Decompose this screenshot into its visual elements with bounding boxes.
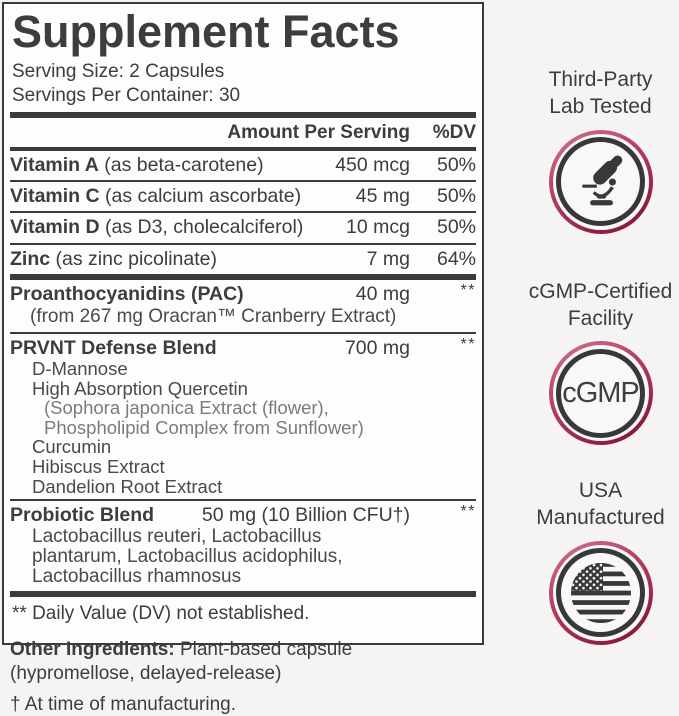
blend-ingredient: High Absorption Quercetin <box>32 377 248 399</box>
probiotic-blend-name <box>10 504 202 526</box>
pac-name-bold: Proanthocyanidins (PAC) <box>10 283 244 306</box>
nutrient-detail: (as D3, cholecalciferol) <box>99 216 304 239</box>
blend-ingredient: Curcumin <box>32 436 112 458</box>
nutrient-amount: 7 mg <box>366 247 410 270</box>
probiotic-strain: plantarum, Lactobacillus acidophilus, <box>32 545 343 567</box>
usa-flag-icon <box>570 562 632 624</box>
header-dv: %DV <box>432 121 476 143</box>
badge-title-line: cGMP-Certified <box>528 279 673 303</box>
pac-source: (from 267 mg Oracran™ Cranberry Extract) <box>30 305 397 327</box>
servings-per-container: Servings Per Container: 30 <box>12 85 241 106</box>
badge-title-cgmp <box>529 278 673 333</box>
badge-ring-gap <box>553 545 649 641</box>
badge-title-usa <box>536 477 664 532</box>
probiotic-blend-amount: 50 mg (10 Billion CFU†) <box>201 504 410 527</box>
other-ingredients-label: Other Ingredients: <box>10 639 175 660</box>
badge-core <box>556 548 645 637</box>
blend-ingredient: D-Mannose <box>32 357 128 379</box>
probiotic-strain: Lactobacillus reuteri, Lactobacillus <box>32 525 322 547</box>
nutrient-amount: 45 mg <box>355 185 410 208</box>
nutrient-dv: 50% <box>436 185 476 208</box>
cgmp-seal-text: cGMP <box>562 376 639 409</box>
table-row <box>10 151 476 180</box>
pac-dv: ** <box>460 282 476 300</box>
table-header <box>10 118 476 147</box>
probiotic-blend-dv: ** <box>460 503 476 521</box>
nutrient-name <box>10 154 335 176</box>
probiotic-blend-name-bold: Probiotic Blend <box>10 504 155 527</box>
other-ingredients <box>10 638 476 687</box>
nutrient-detail: (as beta-carotene) <box>98 153 264 176</box>
nutrient-name-bold: Zinc <box>10 247 51 270</box>
dv-footnote: ** Daily Value (DV) not established. <box>12 603 310 625</box>
badge-title-line: Lab Tested <box>549 95 652 119</box>
supplement-facts-panel <box>2 2 484 645</box>
nutrient-dv: 64% <box>436 247 476 270</box>
defense-blend-name-bold: PRVNT Defense Blend <box>10 336 217 359</box>
blend-ingredient: Dandelion Root Extract <box>32 475 223 497</box>
cgmp-badge <box>549 341 653 445</box>
badge-title-line: Manufactured <box>536 506 665 530</box>
nutrient-detail: (as calcium ascorbate) <box>99 185 302 208</box>
nutrient-name <box>10 185 356 207</box>
other-ingredients-text: Plant-based capsule (hypromellose, delayed-release) <box>10 639 353 685</box>
table-row <box>10 243 476 274</box>
pac-row <box>10 280 476 305</box>
defense-blend-amount: 700 mg <box>344 336 410 359</box>
header-amount: Amount Per Serving <box>227 121 410 143</box>
badge-core <box>556 137 645 226</box>
badge-title-line: Facility <box>567 306 634 330</box>
certification-column <box>484 0 679 645</box>
badge-title-line: USA <box>578 479 623 503</box>
serving-size: Serving Size: 2 Capsules <box>12 61 225 83</box>
badge-ring-gap <box>553 134 649 230</box>
blend-sub-ingredient: (Sophora japonica Extract (flower), <box>44 397 329 419</box>
badge-title-lab-tested <box>549 66 653 121</box>
pac-amount: 40 mg <box>355 283 410 306</box>
probiotic-strain: Lactobacillus rhamnosus <box>32 565 242 587</box>
dagger-note: † At time of manufacturing. <box>10 693 237 715</box>
badge-core <box>556 349 645 438</box>
usa-badge <box>549 541 653 645</box>
table-row <box>10 211 476 242</box>
defense-blend-row <box>10 334 476 359</box>
nutrient-detail: (as zinc picolinate) <box>50 247 217 270</box>
defense-blend-name <box>10 337 345 359</box>
badge-ring-gap <box>553 345 649 441</box>
defense-blend-dv: ** <box>460 335 476 353</box>
nutrient-name-bold: Vitamin D <box>10 216 100 239</box>
lab-tested-badge <box>549 130 653 234</box>
panel-title: Supplement Facts <box>12 6 400 57</box>
microscope-icon <box>573 154 629 210</box>
other-ingredients-block <box>10 638 476 716</box>
badge-title-line: Third-Party <box>548 68 653 91</box>
blend-ingredient: Hibiscus Extract <box>32 456 165 478</box>
nutrient-amount: 10 mcg <box>346 216 410 239</box>
nutrient-amount: 450 mcg <box>335 153 410 176</box>
nutrient-name <box>10 216 346 238</box>
probiotic-blend-row <box>10 501 476 526</box>
table-row <box>10 180 476 211</box>
pac-name <box>10 283 356 305</box>
blend-sub-ingredient: Phospholipid Complex from Sunflower) <box>44 416 364 438</box>
nutrient-dv: 50% <box>436 153 476 176</box>
nutrient-dv: 50% <box>436 216 476 239</box>
nutrient-name-bold: Vitamin A <box>10 153 99 176</box>
nutrient-name-bold: Vitamin C <box>10 185 100 208</box>
nutrient-name <box>10 248 367 270</box>
